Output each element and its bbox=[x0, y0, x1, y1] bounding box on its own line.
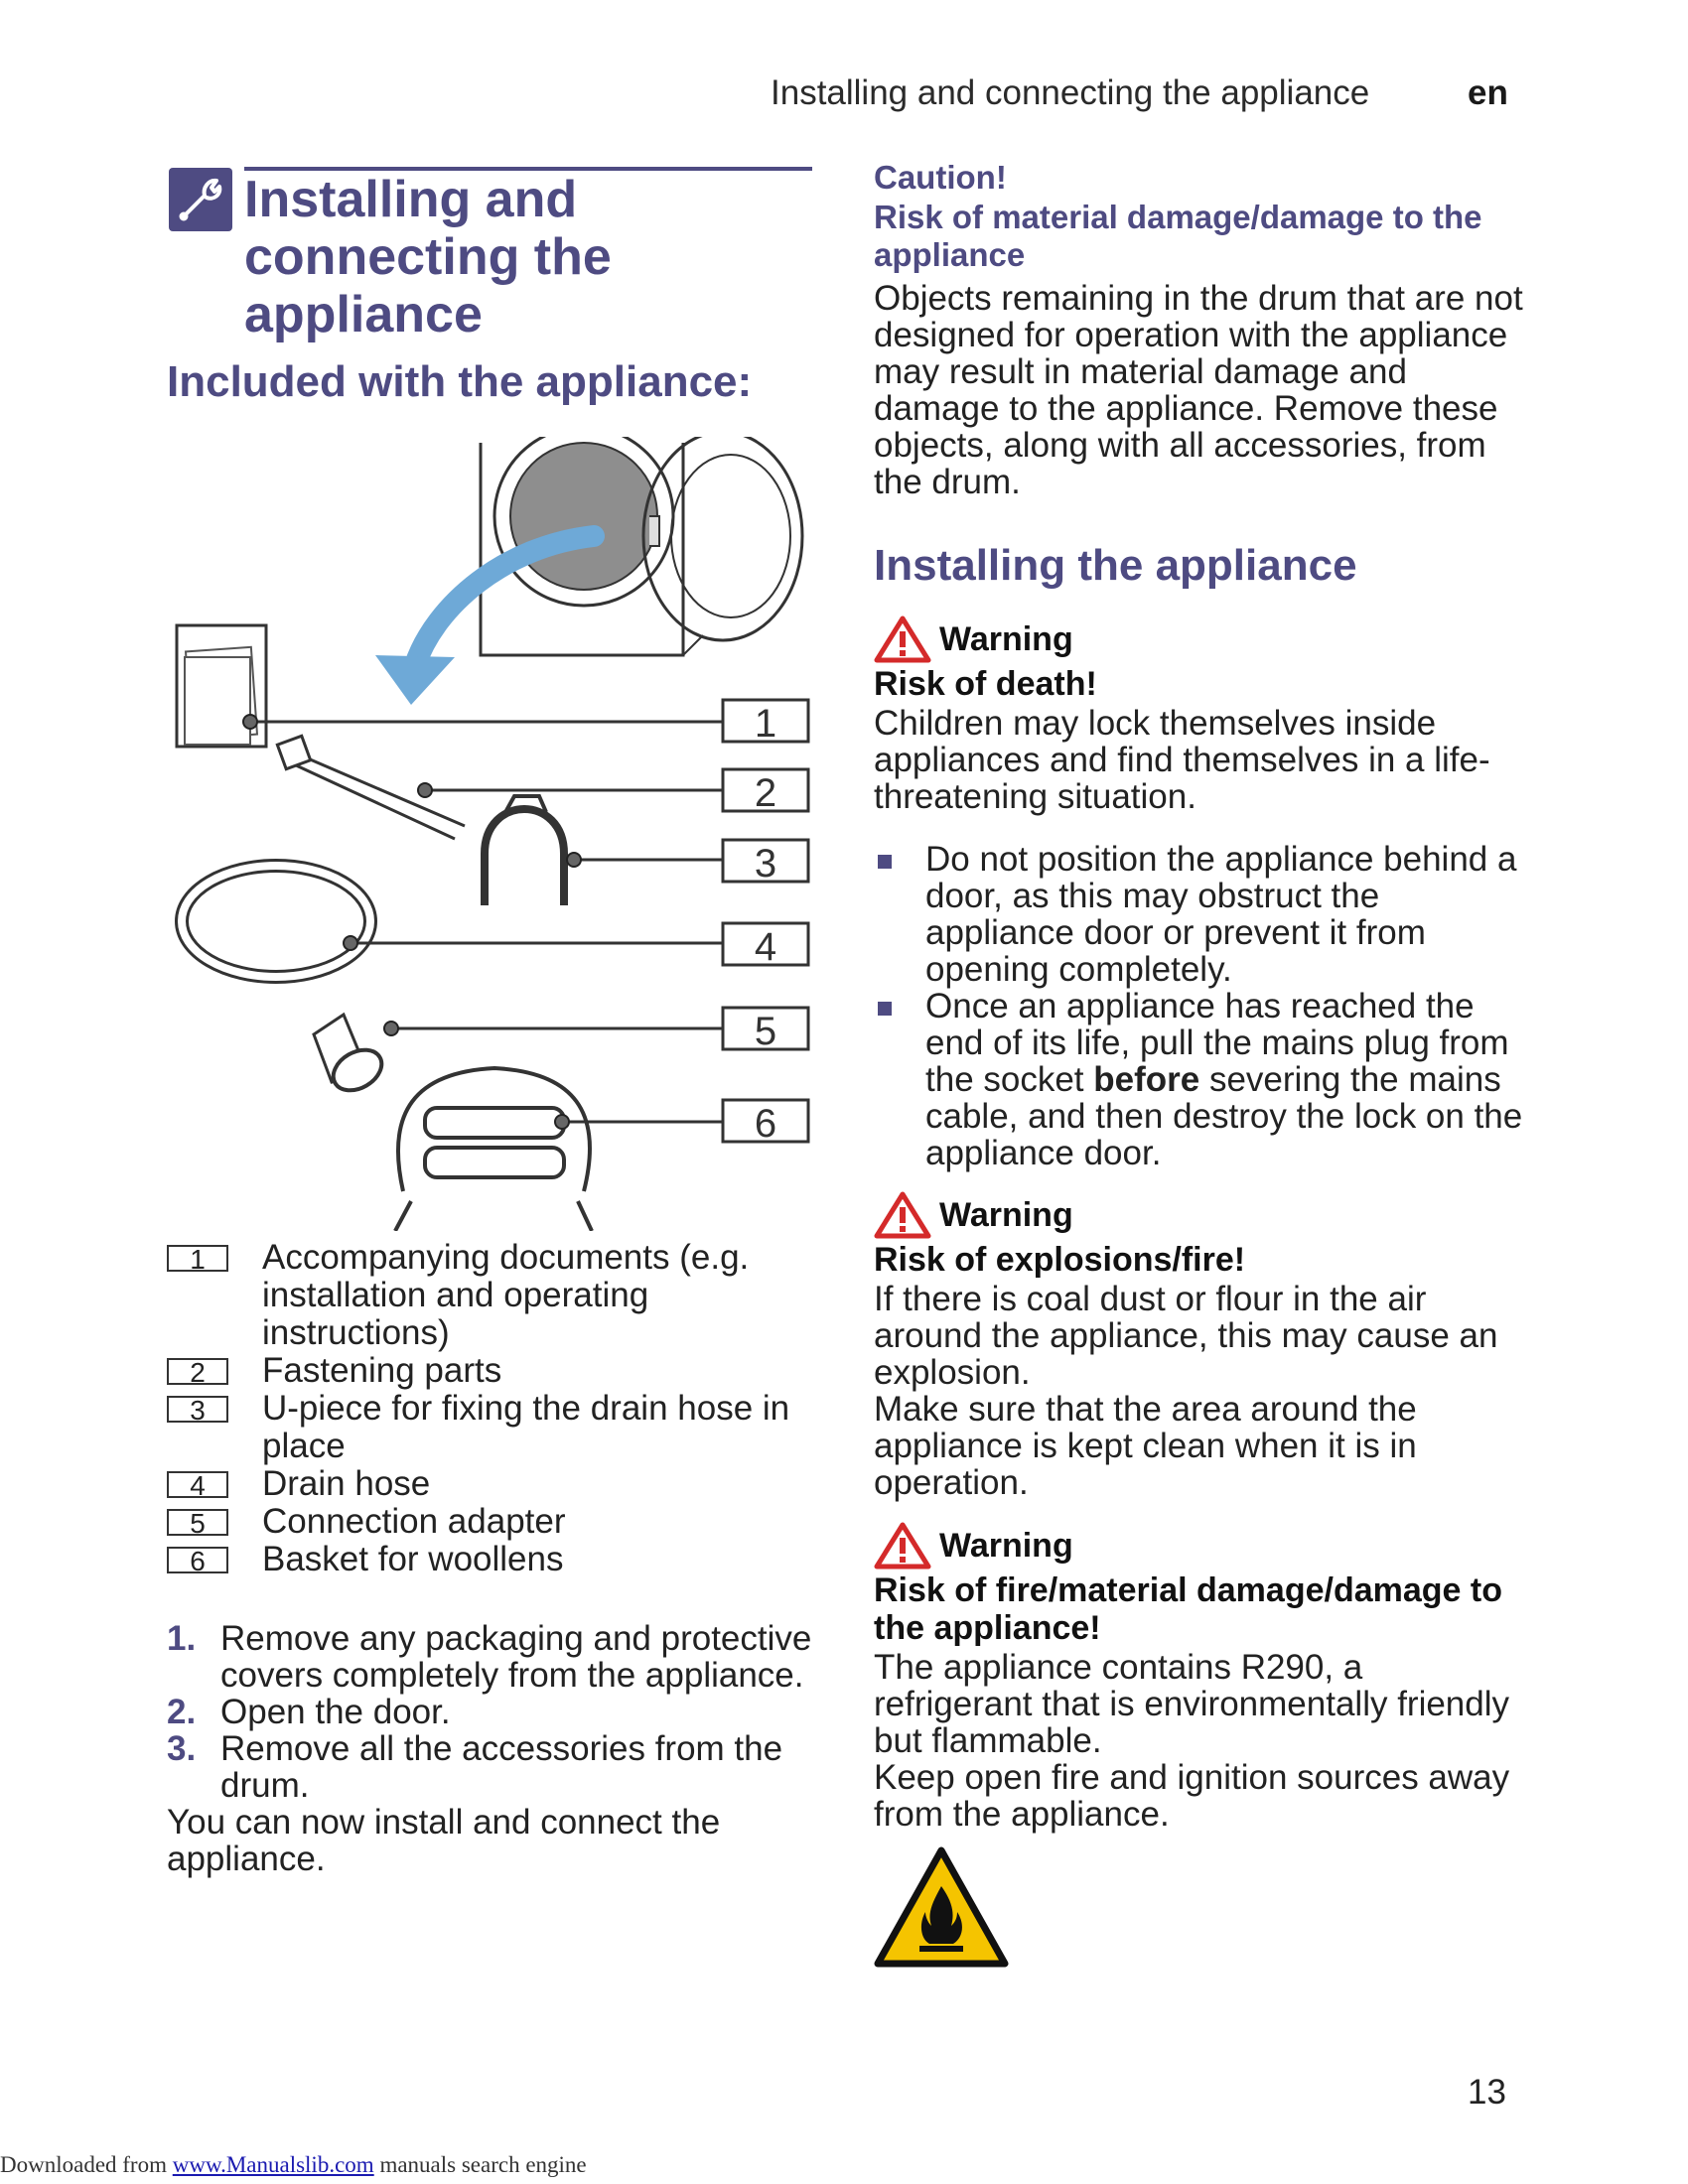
warning-label: Warning bbox=[939, 1195, 1073, 1234]
bullet-text: Once an appliance has reached the end of its life, pull the mains plug from the socket before severing the mains cable, and then destroy the lock on the appliance door. bbox=[925, 987, 1523, 1172]
warning-triangle-icon bbox=[874, 615, 931, 663]
bullet-item bbox=[874, 988, 1529, 1171]
drum bbox=[510, 443, 657, 590]
warning-bullets bbox=[874, 841, 1529, 1171]
wrench-icon bbox=[169, 168, 232, 231]
manualslib-link[interactable]: www.Manualslib.com bbox=[172, 2152, 374, 2177]
legend-text: Drain hose bbox=[262, 1464, 431, 1503]
step-number: 3. bbox=[167, 1729, 197, 1768]
page-number: 13 bbox=[1468, 2073, 1506, 2112]
callout-label: 6 bbox=[754, 1102, 777, 1146]
legend-text: Basket for woollens bbox=[262, 1540, 564, 1578]
step-text: Open the door. bbox=[220, 1693, 451, 1731]
callout-label: 3 bbox=[754, 842, 777, 886]
legend-number: 1 bbox=[167, 1245, 228, 1272]
installation-steps bbox=[167, 1620, 812, 1877]
step-number: 2. bbox=[167, 1693, 197, 1731]
caution-heading: Caution! bbox=[874, 159, 1007, 196]
step-item bbox=[167, 1620, 812, 1694]
legend-item bbox=[167, 1352, 802, 1390]
warning-body: Children may lock themselves inside appliances and find themselves in a life-threatening situation. bbox=[874, 704, 1490, 816]
legend-text: Fastening parts bbox=[262, 1351, 502, 1390]
callout-label: 1 bbox=[754, 702, 777, 746]
legend-number: 5 bbox=[167, 1509, 228, 1536]
warning-risk: Risk of fire/material damage/damage to the appliance! bbox=[874, 1571, 1502, 1647]
u-piece bbox=[485, 809, 564, 905]
section-title: Installing and connecting the appliance bbox=[244, 171, 612, 343]
included-parts-illustration bbox=[167, 437, 814, 1231]
warning-body: If there is coal dust or flour in the air around the appliance, this may cause an explosion. bbox=[874, 1280, 1498, 1392]
legend-item bbox=[167, 1390, 802, 1465]
step-item bbox=[167, 1694, 812, 1730]
legend-number: 2 bbox=[167, 1358, 228, 1385]
install-heading: Installing the appliance bbox=[874, 541, 1357, 590]
warning-block bbox=[874, 1191, 1529, 1501]
language-code: en bbox=[1468, 73, 1508, 112]
step-text: Remove all the accessories from the drum. bbox=[220, 1729, 783, 1805]
warning-triangle-icon bbox=[874, 1191, 931, 1239]
bullet-text: Do not position the appliance behind a door, as this may obstruct the appliance door or prevent it from opening completely. bbox=[925, 840, 1517, 989]
legend-item bbox=[167, 1239, 802, 1352]
warning-body-2: Make sure that the area around the appliance is kept clean when it is in operation. bbox=[874, 1390, 1417, 1502]
step-text: Remove any packaging and protective covers completely from the appliance. bbox=[220, 1619, 812, 1695]
legend-number: 4 bbox=[167, 1471, 228, 1498]
legend-number: 3 bbox=[167, 1396, 228, 1423]
callout-label: 2 bbox=[754, 771, 777, 815]
cable-ties bbox=[294, 752, 465, 839]
square-bullet-icon bbox=[874, 841, 925, 988]
bullet-item bbox=[874, 841, 1529, 988]
callout-label: 5 bbox=[754, 1010, 777, 1053]
legend-text: U-piece for fixing the drain hose in place bbox=[262, 1389, 790, 1465]
warning-label: Warning bbox=[939, 619, 1073, 658]
steps-closing-text: You can now install and connect the appliance. bbox=[167, 1803, 721, 1878]
legend-text: Connection adapter bbox=[262, 1502, 566, 1541]
flammable-hazard-icon bbox=[874, 1846, 1009, 1968]
warning-triangle-icon bbox=[874, 1522, 931, 1570]
square-bullet-icon bbox=[874, 988, 925, 1171]
warning-body-2: Keep open fire and ignition sources away from the appliance. bbox=[874, 1758, 1510, 1834]
warning-block bbox=[874, 615, 1529, 1171]
open-door bbox=[643, 437, 802, 640]
callout-label: 4 bbox=[754, 925, 777, 969]
caution-subheading: Risk of material damage/damage to the appliance bbox=[874, 199, 1482, 273]
caution-body: Objects remaining in the drum that are not designed for operation with the appliance may result in material damage and damage to the appliance. Remove these objects, along with all accessories, from the drum. bbox=[874, 279, 1523, 501]
legend-number: 6 bbox=[167, 1547, 228, 1573]
legend-item bbox=[167, 1541, 802, 1578]
warning-risk: Risk of explosions/fire! bbox=[874, 1241, 1246, 1279]
download-footer: Downloaded from www.Manualslib.com manuals search engine bbox=[0, 2152, 587, 2177]
included-subtitle: Included with the appliance: bbox=[167, 357, 753, 406]
legend-item bbox=[167, 1465, 802, 1503]
warning-label: Warning bbox=[939, 1526, 1073, 1565]
warning-body: The appliance contains R290, a refrigerant that is environmentally friendly but flammable. bbox=[874, 1648, 1510, 1760]
legend-text: Accompanying documents (e.g. installation and operating instructions) bbox=[262, 1238, 750, 1352]
running-header-title: Installing and connecting the appliance bbox=[771, 73, 1370, 112]
legend-item bbox=[167, 1503, 802, 1541]
warning-risk: Risk of death! bbox=[874, 665, 1097, 703]
parts-legend bbox=[167, 1239, 802, 1578]
step-item bbox=[167, 1730, 812, 1804]
warning-block bbox=[874, 1522, 1529, 1833]
step-number: 1. bbox=[167, 1619, 197, 1658]
